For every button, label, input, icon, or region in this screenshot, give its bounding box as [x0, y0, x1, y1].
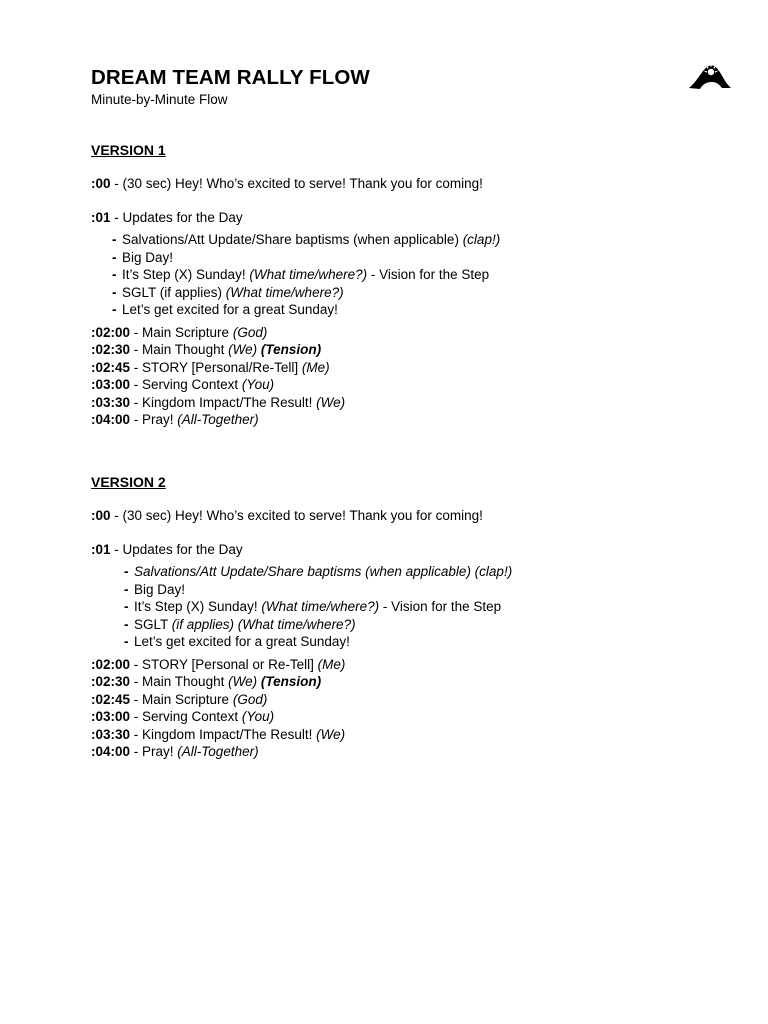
updates-line: [91, 209, 731, 226]
time-label: :00: [91, 508, 111, 523]
schedule-row: [91, 411, 731, 428]
schedule-tag: (God): [232, 691, 268, 707]
version-2-section: [91, 474, 731, 760]
list-item: [91, 249, 731, 267]
schedule-row: [91, 359, 731, 376]
separator: -: [130, 412, 143, 427]
time-label: :02:45: [91, 691, 131, 707]
schedule-tag: (We): [228, 674, 261, 690]
schedule-row: [91, 376, 731, 393]
time-label: :02:30: [91, 342, 131, 358]
separator: -: [130, 377, 143, 393]
schedule-tag-bold: (Tension): [260, 674, 322, 690]
separator: -: [110, 508, 123, 523]
dash-bullet: -: [124, 634, 129, 650]
dash-bullet: -: [112, 232, 117, 247]
greeting-line: [91, 507, 731, 524]
separator: -: [110, 210, 123, 225]
list-item: [91, 616, 731, 634]
version-heading: VERSION 2: [91, 474, 166, 490]
schedule-tag: (All-Together): [177, 412, 259, 427]
schedule-text: Main Thought: [142, 674, 229, 690]
list-item: [91, 598, 731, 616]
greeting-text: (30 sec) Hey! Who’s excited to serve! Thank you for coming!: [122, 508, 483, 523]
greeting-line: [91, 175, 731, 192]
time-label: :02:00: [91, 656, 131, 672]
time-label: :02:45: [91, 359, 131, 375]
dash-bullet: -: [112, 284, 117, 300]
list-item: [91, 266, 731, 284]
schedule-tag: (Me): [301, 359, 330, 375]
separator: -: [130, 394, 143, 410]
schedule-row: [91, 726, 731, 743]
schedule-text: Kingdom Impact/The Result!: [142, 726, 317, 742]
schedule-tag: (God): [232, 324, 268, 340]
schedule-text: STORY [Personal or Re-Tell]: [142, 656, 318, 672]
schedule-tag: (All-Together): [177, 744, 259, 759]
item-text: It’s Step (X) Sunday!: [122, 267, 250, 283]
schedule-text: Kingdom Impact/The Result!: [142, 394, 317, 410]
item-text: Big Day!: [134, 581, 186, 597]
item-text: Let’s get excited for a great Sunday!: [122, 302, 338, 318]
list-item: [91, 633, 731, 651]
separator: -: [110, 542, 123, 557]
time-label: :03:00: [91, 377, 131, 393]
updates-line: [91, 541, 731, 558]
schedule-text: Serving Context: [142, 377, 242, 393]
dash-bullet: -: [124, 599, 129, 615]
time-label: :01: [91, 210, 111, 225]
time-label: :00: [91, 176, 111, 191]
item-text: Let’s get excited for a great Sunday!: [134, 634, 350, 650]
dash-bullet: -: [124, 581, 129, 597]
page-title: DREAM TEAM RALLY FLOW: [91, 66, 370, 89]
schedule-tag-bold: (Tension): [260, 342, 322, 358]
schedule-text: STORY [Personal/Re-Tell]: [142, 359, 302, 375]
separator: -: [130, 726, 143, 742]
item-text: Salvations/Att Update/Share baptisms (when applicable): [122, 232, 463, 247]
item-note: (What time/where?): [249, 267, 368, 283]
item-note: Salvations/Att Update/Share baptisms (when applicable) (clap!): [134, 564, 513, 579]
schedule-text: Pray!: [142, 412, 178, 427]
greeting-text: (30 sec) Hey! Who’s excited to serve! Thank you for coming!: [122, 176, 483, 191]
item-text-after: - Vision for the Step: [367, 267, 490, 283]
schedule-row: [91, 324, 731, 341]
time-label: :03:30: [91, 726, 131, 742]
schedule-row: [91, 673, 731, 690]
updates-list: [91, 563, 731, 651]
time-label: :02:30: [91, 674, 131, 690]
item-note: (What time/where?): [225, 284, 344, 300]
list-item: [91, 301, 731, 319]
church-logo-icon: [688, 58, 732, 92]
item-note: (if applies) (What time/where?): [171, 616, 356, 632]
separator: -: [130, 656, 143, 672]
schedule-list: [91, 324, 731, 428]
dash-bullet: -: [124, 564, 129, 579]
separator: -: [130, 691, 143, 707]
schedule-text: Main Scripture: [142, 691, 233, 707]
schedule-text: Pray!: [142, 744, 178, 759]
item-text: Big Day!: [122, 249, 174, 265]
time-label: :02:00: [91, 324, 131, 340]
item-text: SGLT: [134, 616, 172, 632]
dash-bullet: -: [112, 249, 117, 265]
schedule-row: [91, 656, 731, 673]
schedule-tag: (We): [316, 394, 346, 410]
time-label: :03:30: [91, 394, 131, 410]
dash-bullet: -: [124, 616, 129, 632]
schedule-list: [91, 656, 731, 760]
dash-bullet: -: [112, 267, 117, 283]
item-note: (clap!): [462, 232, 501, 247]
item-note: (What time/where?): [261, 599, 380, 615]
separator: -: [130, 709, 143, 725]
separator: -: [130, 744, 143, 759]
schedule-row: [91, 743, 731, 760]
item-text: SGLT (if applies): [122, 284, 226, 300]
schedule-row: [91, 708, 731, 725]
schedule-tag: (You): [241, 709, 275, 725]
separator: -: [130, 359, 143, 375]
separator: -: [130, 674, 143, 690]
schedule-tag: (We): [316, 726, 346, 742]
list-item: [91, 581, 731, 599]
updates-text: Updates for the Day: [122, 542, 243, 557]
dash-bullet: -: [112, 302, 117, 318]
schedule-tag: (We): [228, 342, 261, 358]
time-label: :01: [91, 542, 111, 557]
schedule-text: Serving Context: [142, 709, 242, 725]
time-label: :04:00: [91, 412, 131, 427]
separator: -: [130, 342, 143, 358]
list-item: [91, 563, 731, 581]
updates-list: [91, 231, 731, 319]
page-subtitle: Minute-by-Minute Flow: [91, 92, 228, 107]
schedule-text: Main Thought: [142, 342, 229, 358]
version-heading: VERSION 1: [91, 142, 166, 158]
schedule-tag: (Me): [317, 656, 346, 672]
item-text: It’s Step (X) Sunday!: [134, 599, 262, 615]
schedule-row: [91, 691, 731, 708]
updates-text: Updates for the Day: [122, 210, 243, 225]
version-1-section: [91, 142, 731, 428]
time-label: :03:00: [91, 709, 131, 725]
schedule-row: [91, 394, 731, 411]
schedule-text: Main Scripture: [142, 324, 233, 340]
separator: -: [130, 324, 143, 340]
separator: -: [110, 176, 123, 191]
schedule-tag: (You): [241, 377, 275, 393]
list-item: [91, 231, 731, 249]
schedule-row: [91, 341, 731, 358]
item-text-after: - Vision for the Step: [379, 599, 502, 615]
list-item: [91, 284, 731, 302]
time-label: :04:00: [91, 744, 131, 759]
